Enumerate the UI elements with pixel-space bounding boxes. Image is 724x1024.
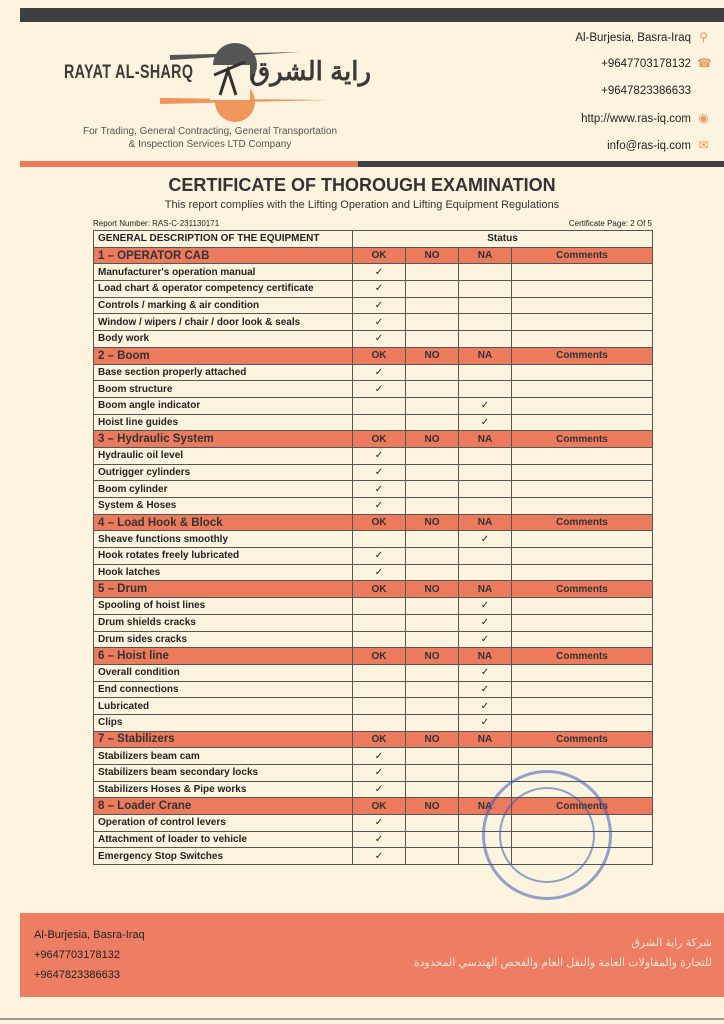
comments-cell [512,414,653,431]
item-label: End connections [94,681,353,698]
empty-cell [459,765,512,782]
address-text: Al-Burjesia, Basra-Iraq [575,31,691,44]
footer-phone: +9647823386633 [34,969,120,981]
section-header-row [94,581,653,598]
empty-cell [406,831,459,848]
comments-cell [512,364,653,381]
top-bar [20,8,724,22]
comments-cell [512,498,653,515]
empty-cell [459,364,512,381]
check-mark-icon: ✓ [353,548,406,565]
check-mark-icon: ✓ [459,614,512,631]
comments-cell [512,464,653,481]
item-label: Stabilizers Hoses & Pipe works [94,781,353,798]
comments-cell [512,614,653,631]
table-row [94,264,653,281]
empty-cell [459,564,512,581]
table-row [94,681,653,698]
check-mark-icon: ✓ [353,831,406,848]
table-row [94,631,653,648]
na-column-header: NA [459,247,512,264]
item-label: Sheave functions smoothly [94,531,353,548]
table-row [94,531,653,548]
table-row [94,281,653,298]
comments-cell [512,331,653,348]
footer-company-ar: شركة راية الشرق [631,937,712,949]
comments-cell [512,397,653,414]
ok-column-header: OK [353,648,406,665]
check-mark-icon: ✓ [353,264,406,281]
check-mark-icon: ✓ [353,331,406,348]
item-label: Spooling of hoist lines [94,598,353,615]
empty-cell [406,598,459,615]
check-mark-icon: ✓ [353,281,406,298]
item-label: Load chart & operator competency certificate [94,281,353,298]
tagline-line: For Trading, General Contracting, General Transportation [82,126,338,137]
location-pin-icon: ⚲ [699,30,708,44]
table-row [94,714,653,731]
table-row [94,748,653,765]
table-row [94,364,653,381]
section-title: 4 – Load Hook & Block [94,514,353,531]
contact-email [607,139,710,152]
check-mark-icon: ✓ [459,397,512,414]
comments-cell [512,447,653,464]
footer-phone: +9647703178132 [34,949,120,961]
table-row [94,698,653,715]
empty-cell [406,631,459,648]
item-label: Manufacturer's operation manual [94,264,353,281]
check-mark-icon: ✓ [353,297,406,314]
empty-cell [406,531,459,548]
contact-phone-1 [601,57,710,70]
comments-cell [512,381,653,398]
comments-column-header: Comments [512,648,653,665]
item-label: Stabilizers beam cam [94,748,353,765]
empty-cell [406,765,459,782]
check-mark-icon: ✓ [459,664,512,681]
comments-column-header: Comments [512,247,653,264]
na-column-header: NA [459,648,512,665]
table-header-row [94,231,653,248]
no-column-header: NO [406,514,459,531]
table-row [94,297,653,314]
no-column-header: NO [406,431,459,448]
ok-column-header: OK [353,347,406,364]
empty-cell [459,481,512,498]
empty-cell [406,331,459,348]
comments-column-header: Comments [512,514,653,531]
check-mark-icon: ✓ [353,464,406,481]
empty-cell [353,531,406,548]
ok-column-header: OK [353,514,406,531]
check-mark-icon: ✓ [353,364,406,381]
comments-column-header: Comments [512,347,653,364]
check-mark-icon: ✓ [459,414,512,431]
item-label: Boom structure [94,381,353,398]
contact-phone-2 [601,85,691,97]
section-header-row [94,648,653,665]
brand-name-en: RAYAT AL-SHARQ [64,62,194,83]
empty-cell [406,714,459,731]
footer-address: Al-Burjesia, Basra-Iraq [34,929,145,941]
empty-cell [353,631,406,648]
section-title: 7 – Stabilizers [94,731,353,748]
check-mark-icon: ✓ [353,765,406,782]
section-title: 8 – Loader Crane [94,798,353,815]
na-column-header: NA [459,581,512,598]
table-row [94,447,653,464]
empty-cell [406,498,459,515]
tagline-line: & Inspection Services LTD Company [128,139,292,150]
comments-column-header: Comments [512,798,653,815]
table-row [94,414,653,431]
comments-cell [512,564,653,581]
empty-cell [406,564,459,581]
table-row [94,548,653,565]
empty-cell [406,481,459,498]
comments-cell [512,631,653,648]
no-column-header: NO [406,247,459,264]
empty-cell [459,264,512,281]
item-label: Boom angle indicator [94,397,353,414]
empty-cell [353,698,406,715]
brand-name-ar: راية الشرق [250,56,372,86]
item-label: Hook latches [94,564,353,581]
check-mark-icon: ✓ [353,748,406,765]
ok-column-header: OK [353,731,406,748]
empty-cell [406,381,459,398]
status-header: Status [353,231,653,248]
company-stamp [482,770,612,900]
check-mark-icon: ✓ [353,848,406,865]
table-row [94,397,653,414]
table-row [94,381,653,398]
empty-cell [459,281,512,298]
document-title: CERTIFICATE OF THOROUGH EXAMINATION [168,175,556,195]
section-title: 2 – Boom [94,347,353,364]
table-row [94,464,653,481]
check-mark-icon: ✓ [353,498,406,515]
ok-column-header: OK [353,798,406,815]
section-header-row [94,247,653,264]
section-header-row [94,431,653,448]
empty-cell [406,848,459,865]
footer [20,913,724,997]
comments-cell [512,481,653,498]
comments-cell [512,698,653,715]
no-column-header: NO [406,581,459,598]
empty-cell [353,681,406,698]
comments-cell [512,531,653,548]
check-mark-icon: ✓ [353,447,406,464]
comments-column-header: Comments [512,431,653,448]
table-row [94,331,653,348]
empty-cell [406,314,459,331]
phone-text: +9647703178132 [601,57,691,70]
empty-cell [459,548,512,565]
empty-cell [353,397,406,414]
item-label: Hook rotates freely lubricated [94,548,353,565]
empty-cell [406,464,459,481]
check-mark-icon: ✓ [459,714,512,731]
empty-cell [459,314,512,331]
table-row [94,314,653,331]
ok-column-header: OK [353,247,406,264]
item-label: System & Hoses [94,498,353,515]
section-header-row [94,731,653,748]
empty-cell [406,548,459,565]
tagline [60,125,360,151]
empty-cell [353,598,406,615]
table-row [94,664,653,681]
empty-cell [459,331,512,348]
na-column-header: NA [459,514,512,531]
ok-column-header: OK [353,581,406,598]
table-row [94,598,653,615]
check-mark-icon: ✓ [459,531,512,548]
check-mark-icon: ✓ [459,681,512,698]
comments-cell [512,681,653,698]
empty-cell [406,815,459,832]
item-label: Operation of control levers [94,815,353,832]
table-row [94,481,653,498]
no-column-header: NO [406,731,459,748]
empty-cell [406,397,459,414]
empty-cell [406,364,459,381]
section-title: 3 – Hydraulic System [94,431,353,448]
check-mark-icon: ✓ [353,314,406,331]
empty-cell [353,414,406,431]
email-link[interactable]: info@ras-iq.com [607,139,691,152]
table-row [94,564,653,581]
empty-cell [353,714,406,731]
comments-cell [512,548,653,565]
comments-column-header: Comments [512,581,653,598]
comments-cell [512,598,653,615]
item-label: Clips [94,714,353,731]
item-label: Boom cylinder [94,481,353,498]
na-column-header: NA [459,431,512,448]
footer-tagline-ar: للتجارة والمقاولات العامة والنقل العام والفحص الهندسي المحدودة [413,957,712,969]
contact-address [575,31,710,44]
empty-cell [406,264,459,281]
no-column-header: NO [406,648,459,665]
certificate-page: Certificate Page: 2 Of 5 [568,219,652,228]
empty-cell [406,297,459,314]
empty-cell [406,414,459,431]
item-label: Controls / marking & air condition [94,297,353,314]
item-label: Base section properly attached [94,364,353,381]
bottom-line [0,1018,724,1020]
check-mark-icon: ✓ [353,564,406,581]
empty-cell [406,681,459,698]
empty-cell [406,447,459,464]
item-label: Attachment of loader to vehicle [94,831,353,848]
empty-cell [459,498,512,515]
empty-cell [406,748,459,765]
empty-cell [459,297,512,314]
empty-cell [406,664,459,681]
item-label: Emergency Stop Switches [94,848,353,865]
no-column-header: NO [406,798,459,815]
item-label: Lubricated [94,698,353,715]
comments-cell [512,297,653,314]
inspection-table [93,230,653,865]
phone-text: +9647823386633 [601,85,691,97]
item-label: Stabilizers beam secondary locks [94,765,353,782]
item-label: Window / wipers / chair / door look & seals [94,314,353,331]
table-row [94,614,653,631]
ok-column-header: OK [353,431,406,448]
website-link[interactable]: http://www.ras-iq.com [581,112,691,125]
section-title: 5 – Drum [94,581,353,598]
empty-cell [459,464,512,481]
telephone-icon: ☎ [697,56,712,70]
na-column-header: NA [459,798,512,815]
check-mark-icon: ✓ [459,598,512,615]
item-label: Outrigger cylinders [94,464,353,481]
comments-cell [512,264,653,281]
document-subtitle: This report complies with the Lifting Operation and Lifting Equipment Regulations [164,199,560,211]
comments-cell [512,314,653,331]
envelope-icon: ✉ [698,138,709,152]
check-mark-icon: ✓ [353,381,406,398]
empty-cell [353,614,406,631]
empty-cell [459,381,512,398]
section-title: 6 – Hoist line [94,648,353,665]
check-mark-icon: ✓ [353,815,406,832]
comments-column-header: Comments [512,731,653,748]
comments-cell [512,714,653,731]
item-label: Hoist line guides [94,414,353,431]
section-header-row [94,514,653,531]
item-label: Drum shields cracks [94,614,353,631]
globe-icon: ◉ [698,111,709,125]
item-label: Drum sides cracks [94,631,353,648]
na-column-header: NA [459,731,512,748]
empty-cell [459,447,512,464]
table-row [94,498,653,515]
na-column-header: NA [459,347,512,364]
check-mark-icon: ✓ [353,481,406,498]
comments-cell [512,281,653,298]
contact-website [581,112,710,125]
section-header-row [94,347,653,364]
check-mark-icon: ✓ [459,631,512,648]
empty-cell [406,614,459,631]
item-label: Body work [94,331,353,348]
comments-cell [512,748,653,765]
empty-cell [459,748,512,765]
empty-cell [406,698,459,715]
no-column-header: NO [406,347,459,364]
item-label: Hydraulic oil level [94,447,353,464]
description-header: GENERAL DESCRIPTION OF THE EQUIPMENT [94,231,353,248]
empty-cell [406,781,459,798]
header-divider [20,161,724,167]
check-mark-icon: ✓ [353,781,406,798]
section-title: 1 – OPERATOR CAB [94,247,353,264]
empty-cell [406,281,459,298]
empty-cell [353,664,406,681]
check-mark-icon: ✓ [459,698,512,715]
report-number: Report Number: RAS-C-231130171 [93,219,220,228]
comments-cell [512,664,653,681]
item-label: Overall condition [94,664,353,681]
